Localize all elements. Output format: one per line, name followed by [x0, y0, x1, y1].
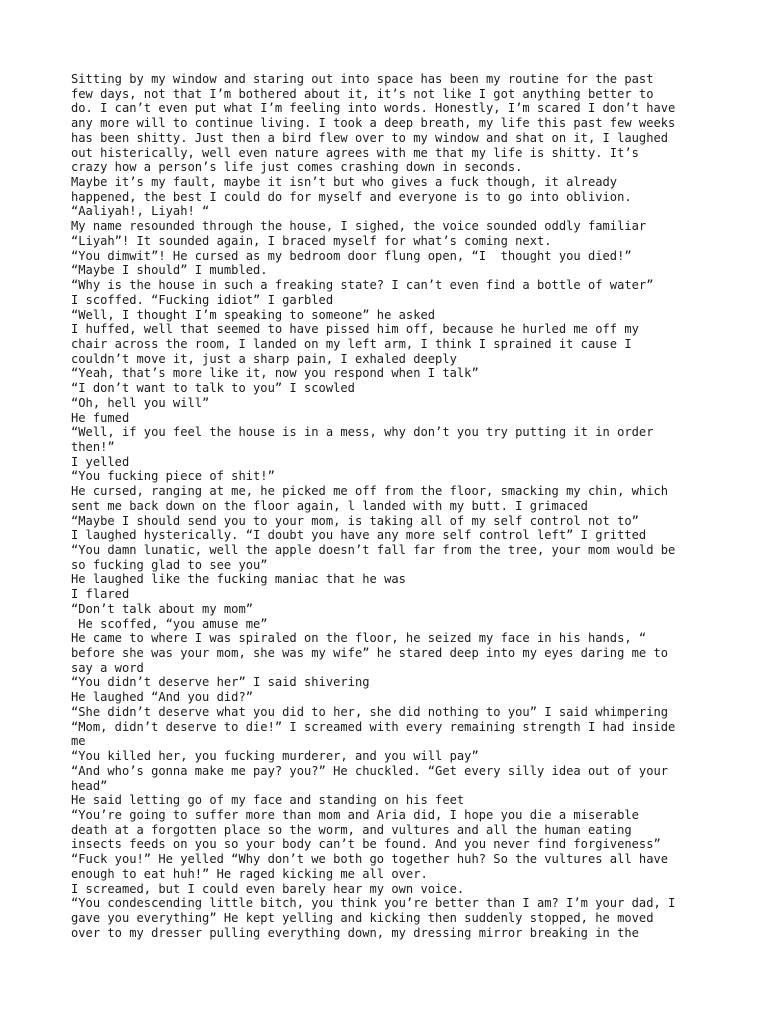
text-line: “You fucking piece of shit!”: [71, 469, 275, 484]
text-line: few days, not that I’m bothered about it, it’s not like I got anything better to: [71, 86, 654, 101]
text-line: death at a forgotten place so the worm, and vultures and all the human eating: [71, 822, 632, 837]
text-line: say a word: [71, 660, 144, 675]
text-line: gave you everything” He kept yelling and kicking then suddenly stopped, he moved: [71, 910, 654, 925]
text-line: then!”: [71, 439, 115, 454]
text-line: I scoffed. “Fucking idiot” I garbled: [71, 292, 334, 307]
text-line: I yelled: [71, 454, 130, 469]
text-line: “Why is the house in such a freaking state? I can’t even find a bottle of water”: [71, 278, 654, 293]
text-line: so fucking glad to see you”: [71, 557, 268, 572]
text-line: head”: [71, 778, 108, 793]
text-line: “Well, I thought I’m speaking to someone” he asked: [71, 307, 436, 322]
text-line: “You didn’t deserve her” I said shivering: [71, 675, 370, 690]
text-line: He scoffed, “you amuse me”: [71, 616, 268, 631]
text-line: has been shitty. Just then a bird flew over to my window and shat on it, I laughed: [71, 130, 669, 145]
text-line: He cursed, ranging at me, he picked me off from the floor, smacking my chin, which: [71, 484, 669, 499]
text-line: “Mom, didn’t deserve to die!” I screamed with every remaining strength I had inside: [71, 719, 676, 734]
text-line: I flared: [71, 587, 130, 602]
text-line: do. I can’t even put what I’m feeling into words. Honestly, I’m scared I don’t have: [71, 101, 676, 116]
text-line: “Well, if you feel the house is in a mess, why don’t you try putting it in order: [71, 425, 654, 440]
text-line: any more will to continue living. I took a deep breath, my life this past few weeks: [71, 116, 676, 131]
text-line: “Oh, hell you will”: [71, 395, 210, 410]
text-line: “You killed her, you fucking murderer, and you will pay”: [71, 749, 479, 764]
text-line: chair across the room, I landed on my left arm, I think I sprained it cause I: [71, 336, 632, 351]
text-line: “She didn’t deserve what you did to her, she did nothing to you” I said whimpering: [71, 704, 669, 719]
text-line: “Fuck you!” He yelled “Why don’t we both go together huh? So the vultures all have: [71, 852, 669, 867]
text-line: “Yeah, that’s more like it, now you respond when I talk”: [71, 366, 479, 381]
text-line: He laughed like the fucking maniac that he was: [71, 572, 406, 587]
text-line: happened, the best I could do for myself and everyone is to go into oblivion.: [71, 189, 632, 204]
text-line: crazy how a person’s life just comes crashing down in seconds.: [71, 160, 523, 175]
text-line: “Liyah”! It sounded again, I braced myself for what’s coming next.: [71, 233, 552, 248]
text-line: couldn’t move it, just a sharp pain, I exhaled deeply: [71, 351, 457, 366]
text-line: He laughed “And you did?”: [71, 690, 254, 705]
text-line: “You dimwit”! He cursed as my bedroom door flung open, “I thought you died!”: [71, 248, 632, 263]
story-text: [71, 72, 711, 940]
text-line: He said letting go of my face and standing on his feet: [71, 793, 465, 808]
text-line: “You’re going to suffer more than mom and Aria did, I hope you die a miserable: [71, 807, 639, 822]
text-line: “I don’t want to talk to you” I scowled: [71, 381, 355, 396]
text-line: insects feeds on you so your body can’t be found. And you never find forgiveness”: [71, 837, 661, 852]
text-line: I screamed, but I could even barely hear my own voice.: [71, 881, 465, 896]
text-line: “Maybe I should send you to your mom, is taking all of my self control not to”: [71, 513, 639, 528]
text-line: “Aaliyah!, Liyah! “: [71, 204, 210, 219]
text-line: Maybe it’s my fault, maybe it isn’t but who gives a fuck though, it already: [71, 175, 618, 190]
text-line: enough to eat huh!” He raged kicking me all over.: [71, 866, 428, 881]
text-line: out histerically, well even nature agrees with me that my life is shitty. It’s: [71, 145, 639, 160]
text-line: I huffed, well that seemed to have pissed him off, because he hurled me off my: [71, 322, 639, 337]
text-line: My name resounded through the house, I sighed, the voice sounded oddly familiar: [71, 219, 647, 234]
text-line: “Maybe I should” I mumbled.: [71, 263, 268, 278]
text-line: “You damn lunatic, well the apple doesn’t fall far from the tree, your mom would be: [71, 543, 676, 557]
text-line: over to my dresser pulling everything down, my dressing mirror breaking in the: [71, 925, 639, 940]
text-line: He fumed: [71, 410, 130, 425]
text-line: sent me back down on the floor again, l landed with my butt. I grimaced: [71, 498, 588, 513]
text-line: “Don’t talk about my mom”: [71, 601, 254, 616]
text-line: me: [71, 734, 86, 749]
text-line: Sitting by my window and staring out into space has been my routine for the past: [71, 72, 654, 86]
text-line: He came to where I was spiraled on the floor, he seized my face in his hands, “: [71, 631, 647, 646]
text-line: “And who’s gonna make me pay? you?” He chuckled. “Get every silly idea out of your: [71, 763, 669, 778]
text-line: I laughed hysterically. “I doubt you have any more self control left” I gritted: [71, 528, 647, 543]
text-line: “You condescending little bitch, you think you’re better than I am? I’m your dad, I: [71, 896, 676, 911]
text-line: before she was your mom, she was my wife” he stared deep into my eyes daring me to: [71, 646, 669, 661]
